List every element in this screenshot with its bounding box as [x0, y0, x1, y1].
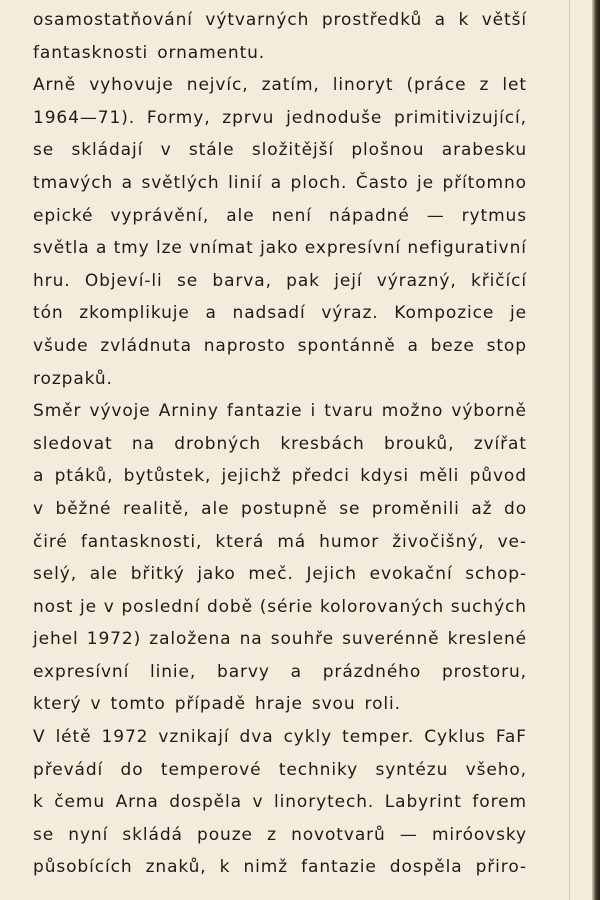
text-line: epické vyprávění, ale není nápadné — rytmus — [33, 205, 527, 226]
text-line: rozpaků. — [33, 368, 113, 389]
text-line: se nyní skládá pouze z novotvarů — miróovsky — [33, 824, 527, 845]
text-line: nost je v poslední době (série kolorovaných suchých — [33, 596, 527, 617]
body-text — [33, 4, 527, 884]
text-line: Směr vývoje Arniny fantazie i tvaru možno výborně — [33, 401, 527, 422]
text-line: působících znaků, k nimž fantazie dospěla přiro- — [33, 857, 527, 878]
text-line: a ptáků, bytůstek, jejichž předci kdysi měli původ — [33, 466, 527, 487]
text-line: převádí do temperové techniky syntézu všeho, — [33, 759, 527, 780]
text-line: Arně vyhovuje nejvíc, zatím, linoryt (práce z let — [33, 75, 527, 96]
page-fold-line — [569, 0, 570, 900]
text-line: tmavých a světlých linií a ploch. Často je přítomno — [33, 172, 527, 193]
text-line: selý, ale břitký jako meč. Jejich evokační schop- — [33, 564, 527, 585]
text-line: V létě 1972 vznikají dva cykly temper. Cyklus FaF — [33, 727, 527, 748]
page-edge — [592, 0, 600, 900]
text-line: který v tomto případě hraje svou roli. — [33, 694, 401, 715]
text-line: expresívní linie, barvy a prázdného prostoru, — [33, 661, 527, 682]
text-line: čiré fantasknosti, která má humor živočišný, ve- — [33, 531, 527, 552]
text-line: sledovat na drobných kresbách brouků, zvířat — [33, 433, 527, 454]
text-line: hru. Objeví-li se barva, pak její výrazný, křičící — [33, 270, 527, 291]
text-line: 1964—71). Formy, zprvu jednoduše primitivizující, — [33, 107, 527, 128]
text-line: fantasknosti ornamentu. — [33, 42, 266, 63]
text-line: jehel 1972) založena na souhře suverénně kreslené — [33, 629, 527, 650]
text-line: všude zvládnuta naprosto spontánně a beze stop — [33, 335, 527, 356]
text-line: tón zkomplikuje a nadsadí výraz. Kompozice je — [33, 303, 527, 324]
text-line: k čemu Arna dospěla v linorytech. Labyrint forem — [33, 792, 527, 813]
text-line: osamostatňování výtvarných prostředků a k větší — [33, 10, 527, 30]
text-line: se skládají v stále složitější plošnou arabesku — [33, 140, 527, 161]
text-line: světla a tmy lze vnímat jako expresívní nefigurativní — [33, 238, 527, 259]
text-line: v běžné realitě, ale postupně se proměnili až do — [33, 498, 527, 519]
